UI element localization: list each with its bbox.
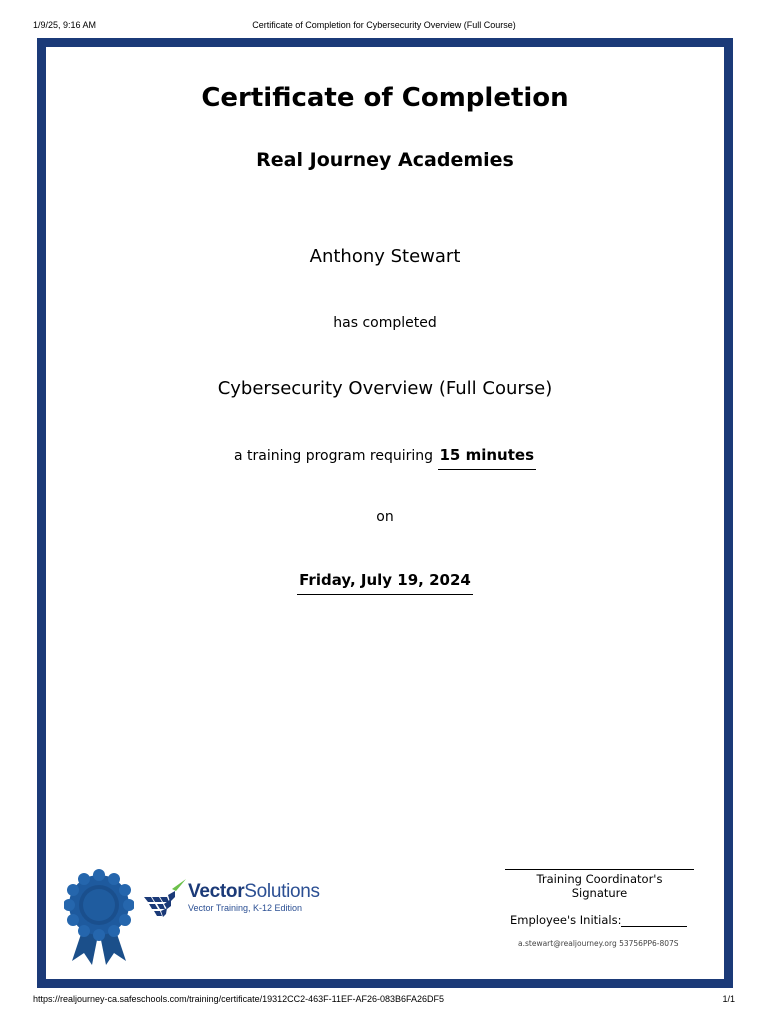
requiring-prefix: a training program requiring <box>234 448 434 464</box>
coordinator-label-line2: Signature <box>571 886 628 900</box>
print-page-title: Certificate of Completion for Cybersecurity Overview (Full Course) <box>252 20 516 30</box>
recipient-name: Anthony Stewart <box>309 246 461 267</box>
coordinator-signature-label <box>505 872 694 900</box>
print-page-number: 1/1 <box>722 994 735 1004</box>
certificate-frame <box>37 38 733 988</box>
vector-solutions-mark-icon <box>142 877 188 921</box>
certificate-title: Certificate of Completion <box>201 83 569 113</box>
solutions-wordmark-light: Solutions <box>244 881 320 902</box>
vector-solutions-wordmark <box>188 881 320 903</box>
initials-blank <box>621 914 687 927</box>
completion-date-wrap <box>46 570 724 595</box>
signature-line <box>505 869 694 870</box>
award-ribbon-icon <box>64 869 134 969</box>
has-completed-text: has completed <box>333 315 437 331</box>
print-footer <box>0 994 768 1006</box>
on-text: on <box>376 509 394 525</box>
coordinator-label-line1: Training Coordinator's <box>536 872 663 886</box>
course-name: Cybersecurity Overview (Full Course) <box>217 378 553 399</box>
organization-name: Real Journey Academies <box>256 149 514 171</box>
vector-tagline: Vector Training, K-12 Edition <box>188 903 303 913</box>
print-url: https://realjourney-ca.safeschools.com/training/certificate/19312CC2-463F-11EF-AF26-083B6FA26DF5 <box>33 994 445 1004</box>
course-duration: 15 minutes <box>438 446 537 470</box>
vector-wordmark-bold: Vector <box>188 881 245 902</box>
print-timestamp: 1/9/25, 9:16 AM <box>33 20 97 30</box>
user-id: a.stewart@realjourney.org 53756PP6-807S <box>518 939 679 948</box>
print-header <box>0 20 768 32</box>
employee-initials <box>510 913 687 927</box>
completion-date: Friday, July 19, 2024 <box>297 571 473 595</box>
initials-label: Employee's Initials: <box>510 913 622 927</box>
requiring-line <box>46 446 724 470</box>
vector-solutions-logo <box>142 877 342 923</box>
